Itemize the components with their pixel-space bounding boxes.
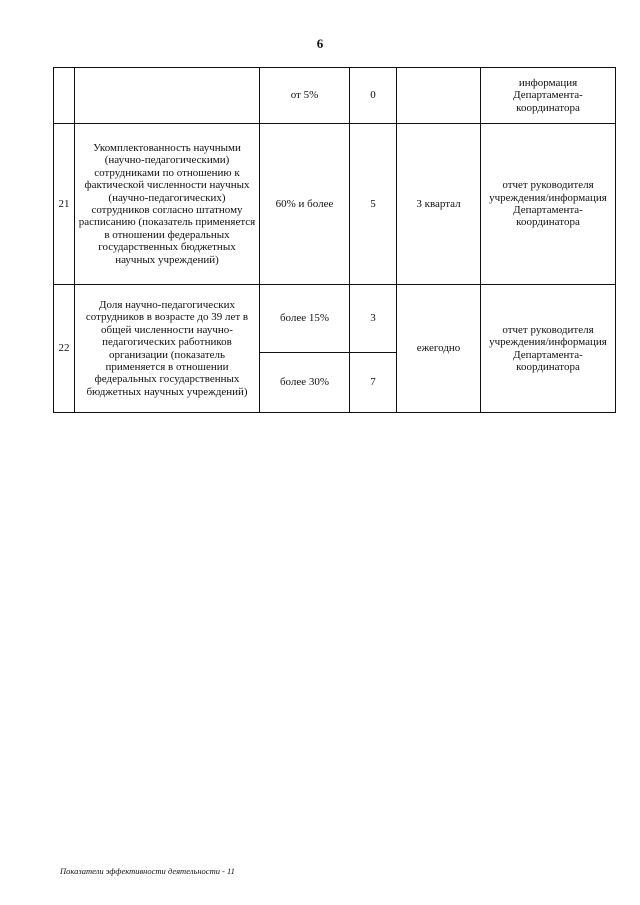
table-row bbox=[54, 68, 616, 124]
row-number-cell: 21 bbox=[54, 124, 75, 285]
source-cell: информация Департамента-координатора bbox=[481, 68, 616, 124]
indicators-table bbox=[53, 67, 616, 413]
period-cell bbox=[397, 68, 481, 124]
indicator-cell bbox=[75, 68, 260, 124]
period-cell: 3 квартал bbox=[397, 124, 481, 285]
table-row bbox=[54, 124, 616, 285]
source-cell: отчет руководителя учреждения/информация Департамента-координатора bbox=[481, 124, 616, 285]
threshold-cell: 60% и более bbox=[260, 124, 350, 285]
threshold-cell: более 15% bbox=[260, 285, 350, 353]
points-cell: 3 bbox=[350, 285, 397, 353]
indicator-cell bbox=[75, 124, 260, 285]
page-footer: Показатели эффективности деятельности - 11 bbox=[60, 866, 235, 876]
points-cell: 7 bbox=[350, 353, 397, 413]
indicator-text: Доля научно-педагогических сотрудников в возрасте до 39 лет в общей численности научно-педагогических работников организации (показатель применяется в отношении федеральных государственных бюджетных научных учреждений) bbox=[85, 298, 249, 398]
page-number: 6 bbox=[316, 36, 324, 51]
source-cell: отчет руководителя учреждения/информация Департамента-координатора bbox=[481, 285, 616, 413]
indicator-text: Укомплектованность научными (научно-педагогическими) сотрудниками по отношению к фактической численности научных (научно-педагогических) сотрудников согласно штатному расписанию (показатель применяется в отношении федеральных государственных бюджетных научных учреждений) bbox=[78, 141, 256, 266]
points-cell: 5 bbox=[350, 124, 397, 285]
indicator-cell bbox=[75, 285, 260, 413]
threshold-cell: более 30% bbox=[260, 353, 350, 413]
points-cell: 0 bbox=[350, 68, 397, 124]
threshold-cell: от 5% bbox=[260, 68, 350, 124]
row-number-cell: 22 bbox=[54, 285, 75, 413]
row-number-cell bbox=[54, 68, 75, 124]
table-row bbox=[54, 285, 616, 353]
period-cell: ежегодно bbox=[397, 285, 481, 413]
